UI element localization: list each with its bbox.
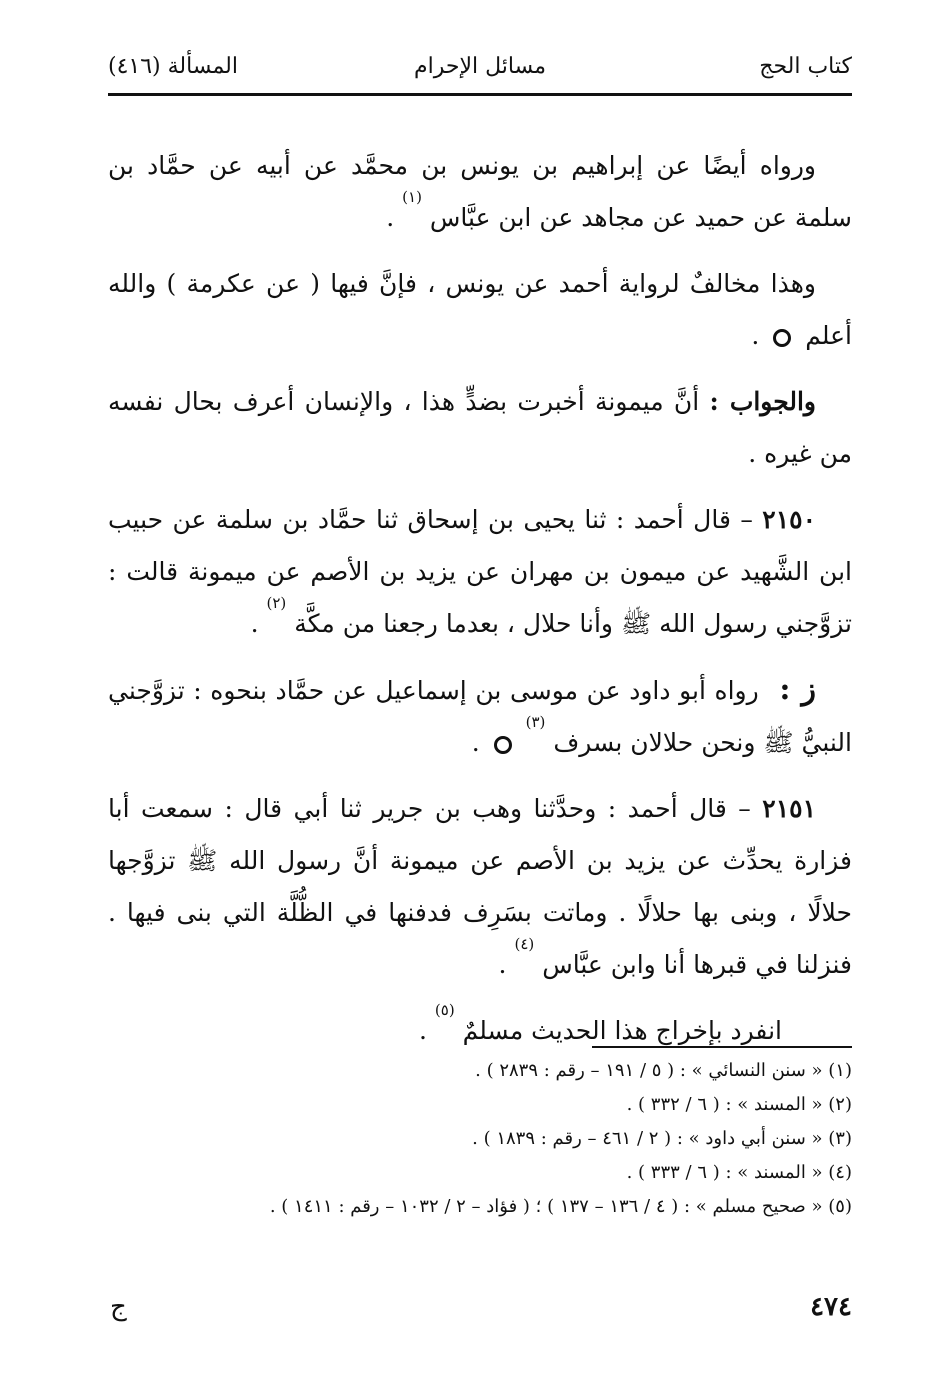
circle-mark-icon	[494, 736, 512, 754]
page-footer	[108, 1292, 852, 1332]
paragraph-end: .	[386, 203, 395, 232]
paragraph-end: .	[250, 609, 259, 638]
hadith-number: ٢١٥٠	[762, 505, 817, 534]
zawaid-mark: ز :	[779, 672, 816, 707]
paragraph-2	[108, 258, 852, 362]
paragraph-end: .	[471, 728, 480, 757]
paragraph-text: رواه أبو داود عن موسى بن إسماعيل عن حمَّاد بنحوه : تزوَّجني النبيُّ ﷺ ونحن حلالان بسرف	[108, 676, 852, 757]
paragraph-1	[108, 140, 852, 244]
footnotes	[108, 1054, 852, 1224]
volume-mark: ج	[110, 1292, 127, 1322]
footnote-item: (٣) « سنن أبي داود » : ( ٢ / ٤٦١ – رقم : ١٨٣٩ ) .	[472, 1128, 852, 1149]
running-header	[108, 50, 852, 90]
paragraph-text: انفرد بإخراج هذا الحديث مسلمٌ	[462, 1016, 782, 1045]
paragraph-end: .	[751, 321, 760, 350]
answer-lead: والجواب :	[709, 387, 816, 416]
header-chapter-title: مسائل الإحرام	[413, 54, 547, 79]
header-issue-number: المسألة (٤١٦)	[108, 54, 238, 79]
paragraph-zawaid	[108, 664, 852, 769]
circle-mark-icon	[773, 329, 791, 347]
footnote-ref: (١)	[402, 188, 422, 206]
page-number: ٤٧٤	[810, 1292, 852, 1322]
hadith-number: ٢١٥١	[762, 794, 816, 823]
footnote-item: (٥) « صحيح مسلم » : ( ٤ / ١٣٦ – ١٣٧ ) ؛ ( فؤاد – ٢ / ١٠٣٢ – رقم : ١٤١١ ) .	[269, 1196, 852, 1217]
main-text	[108, 140, 852, 1071]
footnote-item: (١) « سنن النسائي » : ( ٥ / ١٩١ – رقم : ٢٨٣٩ ) .	[475, 1060, 852, 1081]
header-rule	[108, 93, 852, 96]
paragraph-3	[108, 376, 852, 480]
footnote-ref: (٣)	[525, 713, 546, 731]
paragraph-text: ورواه أيضًا عن إبراهيم بن يونس بن محمَّد عن أبيه عن حمَّاد بن سلمة عن حميد عن مجاهد عن ابن عبَّاس	[108, 151, 852, 232]
paragraph-7	[108, 1001, 852, 1057]
footnote-rule	[592, 1046, 852, 1048]
paragraph-end: .	[418, 1016, 427, 1045]
paragraph-text: وهذا مخالفٌ لرواية أحمد عن يونس ، فإنَّ فيها ( عن عكرمة ) والله أعلم	[108, 269, 852, 350]
hadith-2150	[108, 494, 852, 650]
footnote-ref: (٥)	[434, 1001, 455, 1019]
header-book-title: كتاب الحج	[759, 54, 852, 79]
paragraph-end: .	[498, 950, 507, 979]
paragraph-text: أنَّ ميمونة أخبرت بضدٍّ هذا ، والإنسان أعرف بحال نفسه من غيره .	[108, 387, 852, 468]
footnote-item: (٤) « المسند » : ( ٦ / ٣٣٣ ) .	[626, 1162, 852, 1183]
paragraph-text: – قال أحمد : ثنا يحيى بن إسحاق ثنا حمَّاد بن سلمة عن حبيب ابن الشَّهيد عن ميمون بن مهران عن يزيد بن الأصم عن ميمونة قالت : تزوَّجني رسول الله ﷺ وأنا حلال ، بعدما رجعنا من مكَّة	[108, 505, 852, 638]
hadith-2151	[108, 783, 852, 991]
paragraph-text: – قال أحمد : وحدَّثنا وهب بن جرير ثنا أبي قال : سمعت أبا فزارة يحدِّث عن يزيد بن الأصم عن ميمونة أنَّ رسول الله ﷺ تزوَّجها حلالًا ، وبنى بها حلالًا . وماتت بسَرِف فدفنها في الظُّلَّة التي بنى فيها . فنزلنا في قبرها أنا وابن عبَّاس	[108, 794, 852, 979]
footnote-item: (٢) « المسند » : ( ٦ / ٣٣٢ ) .	[626, 1094, 852, 1115]
footnote-ref: (٤)	[514, 935, 535, 953]
footnote-ref: (٢)	[266, 594, 287, 612]
